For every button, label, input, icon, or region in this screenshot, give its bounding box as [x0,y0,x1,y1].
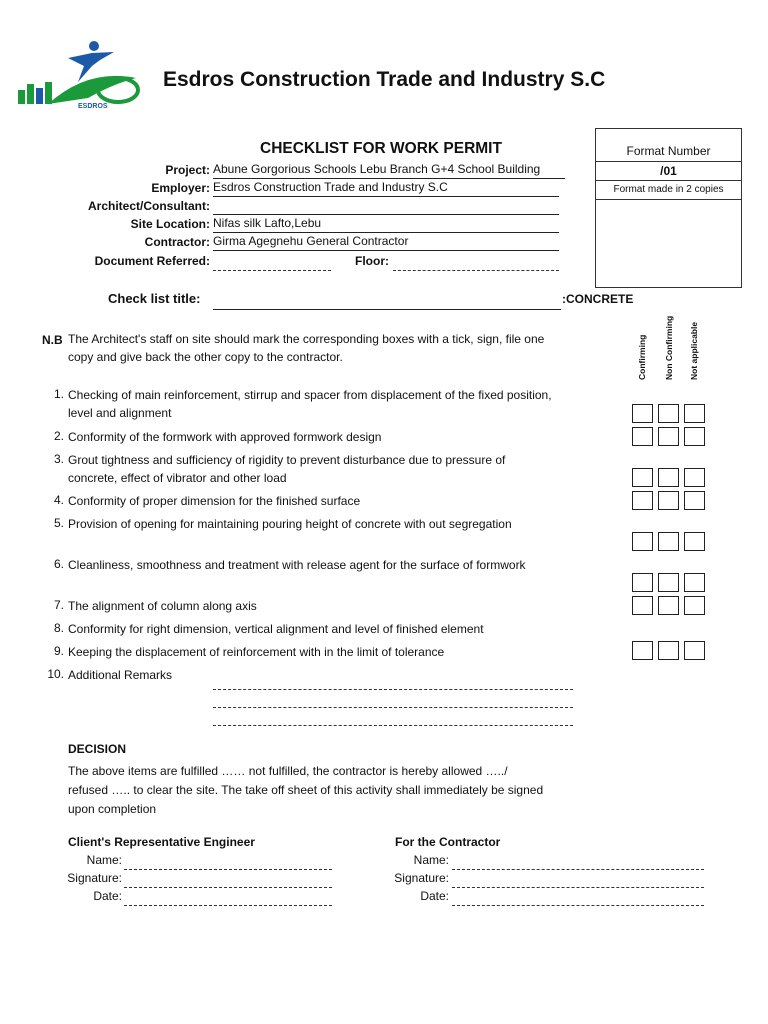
contractor-field[interactable]: Girma Agegnehu General Contractor [213,234,559,251]
site-location-label: Site Location: [130,217,210,231]
not-applicable-checkbox[interactable] [684,596,705,615]
floor-field[interactable] [393,256,559,271]
note-label: N.B [42,333,63,347]
checklist-item: Additional Remarks [68,668,173,682]
checklist-item: Conformity of the formwork with approved formwork design [68,430,382,444]
contractor-signature-label: Signature: [394,871,449,885]
non-confirming-checkbox[interactable] [658,468,679,487]
checklist-item: Cleanliness, smoothness and treatment with release agent for the surface of formwork [68,558,526,572]
site-location-field[interactable]: Nifas silk Lafto,Lebu [213,216,559,233]
architect-field[interactable] [213,198,559,215]
not-applicable-checkbox[interactable] [684,491,705,510]
item-number: 1. [53,387,64,401]
remarks-line[interactable] [213,675,573,690]
architect-label: Architect/Consultant: [87,199,210,213]
not-applicable-checkbox[interactable] [684,532,705,551]
contractor-name-field[interactable] [452,855,704,870]
column-confirming: Confirming [637,334,647,380]
project-field[interactable]: Abune Gorgorious Schools Lebu Branch G+4 School Building [213,162,565,179]
document-referred-label: Document Referred: [94,254,210,268]
decision-label: DECISION [68,742,127,756]
confirming-checkbox[interactable] [632,427,653,446]
client-signature-field[interactable] [124,873,332,888]
column-non-confirming: Non Confirming [664,315,674,380]
floor-label: Floor: [355,254,389,268]
contractor-name-label: Name: [413,853,449,867]
client-date-field[interactable] [124,891,332,906]
not-applicable-checkbox[interactable] [684,427,705,446]
client-signature-label: Signature: [67,871,122,885]
format-number-box [595,128,742,288]
item-number: 7. [53,598,64,612]
document-referred-field[interactable] [213,256,331,271]
confirming-checkbox[interactable] [632,596,653,615]
contractor-signature-field[interactable] [452,873,704,888]
not-applicable-checkbox[interactable] [684,641,705,660]
item-number: 10. [47,667,64,681]
confirming-checkbox[interactable] [632,641,653,660]
checklist-item: Grout tightness and sufficiency of rigidity to prevent disturbance due to pressure of concrete, effect of vibrator and other load [68,453,506,485]
employer-field[interactable]: Esdros Construction Trade and Industry S.C [213,180,559,197]
checklist-title-label: Check list title: [108,291,201,306]
item-number: 6. [53,557,64,571]
contractor-signature-heading: For the Contractor [395,835,501,849]
not-applicable-checkbox[interactable] [684,573,705,592]
checklist-title-field[interactable] [213,293,561,310]
checklist-item: Conformity for right dimension, vertical alignment and level of finished element [68,622,484,636]
note-text: The Architect's staff on site should mark the corresponding boxes with a tick, sign, file one copy and give back the other copy to the contractor. [68,332,545,364]
checklist-item: The alignment of column along axis [68,599,257,613]
not-applicable-checkbox[interactable] [684,468,705,487]
confirming-checkbox[interactable] [632,491,653,510]
contractor-label: Contractor: [144,235,210,249]
item-number: 2. [53,429,64,443]
non-confirming-checkbox[interactable] [658,427,679,446]
form-title: CHECKLIST FOR WORK PERMIT [260,140,502,157]
format-number-heading: Format Number [596,129,741,162]
item-number: 5. [53,516,64,530]
decision-text: The above items are fulfilled …… not fulfilled, the contractor is hereby allowed …../ refused ….. to clear the site. The take off sheet of this activity shall immediately be signed upon completion [68,764,544,816]
client-signature-heading: Client's Representative Engineer [68,835,255,849]
employer-label: Employer: [151,181,210,195]
client-date-label: Date: [93,889,122,903]
non-confirming-checkbox[interactable] [658,404,679,423]
client-name-label: Name: [86,853,122,867]
confirming-checkbox[interactable] [632,468,653,487]
checklist-item: Conformity of proper dimension for the finished surface [68,494,361,508]
format-number-value: /01 [596,162,741,181]
contractor-date-label: Date: [420,889,449,903]
item-number: 9. [53,644,64,658]
company-name: Esdros Construction Trade and Industry S.C [163,68,606,91]
non-confirming-checkbox[interactable] [658,641,679,660]
non-confirming-checkbox[interactable] [658,491,679,510]
column-not-applicable: Not applicable [689,321,699,380]
contractor-date-field[interactable] [452,891,704,906]
company-logo [18,38,148,110]
logo-text: ESDROS [78,103,108,110]
not-applicable-checkbox[interactable] [684,404,705,423]
non-confirming-checkbox[interactable] [658,596,679,615]
format-copies-note: Format made in 2 copies [596,181,741,200]
checklist-item: Provision of opening for maintaining pouring height of concrete with out segregation [68,517,512,531]
checklist-item: Checking of main reinforcement, stirrup and spacer from displacement of the fixed position, level and alignment [68,388,552,420]
item-number: 8. [53,621,64,635]
checklist-item: Keeping the displacement of reinforcement with in the limit of tolerance [68,645,445,659]
confirming-checkbox[interactable] [632,404,653,423]
non-confirming-checkbox[interactable] [658,532,679,551]
non-confirming-checkbox[interactable] [658,573,679,592]
checklist-title-value: :CONCRETE [562,292,634,306]
item-number: 3. [53,452,64,466]
remarks-line[interactable] [213,693,573,708]
remarks-line[interactable] [213,711,573,726]
client-name-field[interactable] [124,855,332,870]
confirming-checkbox[interactable] [632,532,653,551]
confirming-checkbox[interactable] [632,573,653,592]
project-label: Project: [165,163,210,177]
item-number: 4. [53,493,64,507]
